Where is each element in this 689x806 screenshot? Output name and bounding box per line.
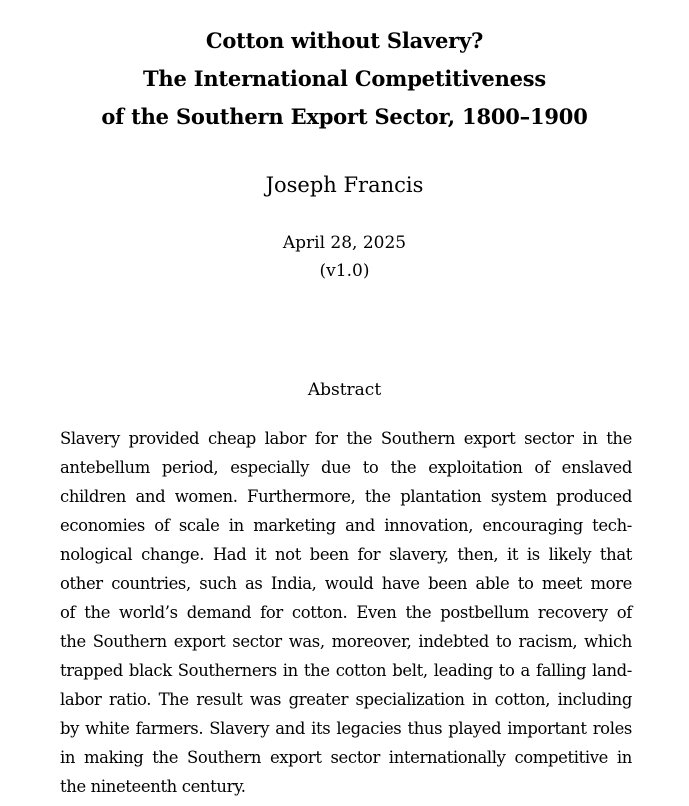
version-label: (v1.0) — [319, 261, 370, 281]
paper-title — [0, 22, 689, 136]
title-line-1: Cotton without Slavery? — [205, 28, 484, 53]
date-block — [0, 229, 689, 285]
abstract-line: trapped black Southerners in the cotton belt, leading to a falling land- — [60, 661, 632, 680]
abstract-heading: Abstract — [307, 380, 382, 400]
abstract-line: children and women. Furthermore, the plantation system produced — [60, 487, 632, 506]
title-line-3: of the Southern Export Sector, 1800–1900 — [101, 104, 588, 129]
abstract-line: antebellum period, especially due to the exploitation of enslaved — [60, 458, 632, 477]
abstract-line: other countries, such as India, would have been able to meet more — [60, 574, 632, 593]
abstract-line: Slavery provided cheap labor for the Southern export sector in the — [60, 429, 632, 448]
abstract-body — [60, 424, 632, 801]
abstract-line: economies of scale in marketing and innovation, encouraging tech- — [60, 516, 632, 535]
abstract-line: labor ratio. The result was greater specialization in cotton, including — [60, 690, 632, 709]
abstract-line: the Southern export sector was, moreover, indebted to racism, which — [60, 632, 632, 651]
abstract-line: of the world’s demand for cotton. Even the postbellum recovery of — [60, 603, 632, 622]
title-line-2: The International Competitiveness — [142, 66, 547, 91]
abstract-line: nological change. Had it not been for slavery, then, it is likely that — [60, 545, 632, 564]
author-name: Joseph Francis — [265, 173, 424, 197]
abstract-line: in making the Southern export sector internationally competitive in — [60, 748, 632, 767]
abstract-line: the nineteenth century. — [60, 777, 246, 796]
abstract-line: by white farmers. Slavery and its legacies thus played important roles — [60, 719, 632, 738]
publication-date: April 28, 2025 — [282, 233, 407, 253]
